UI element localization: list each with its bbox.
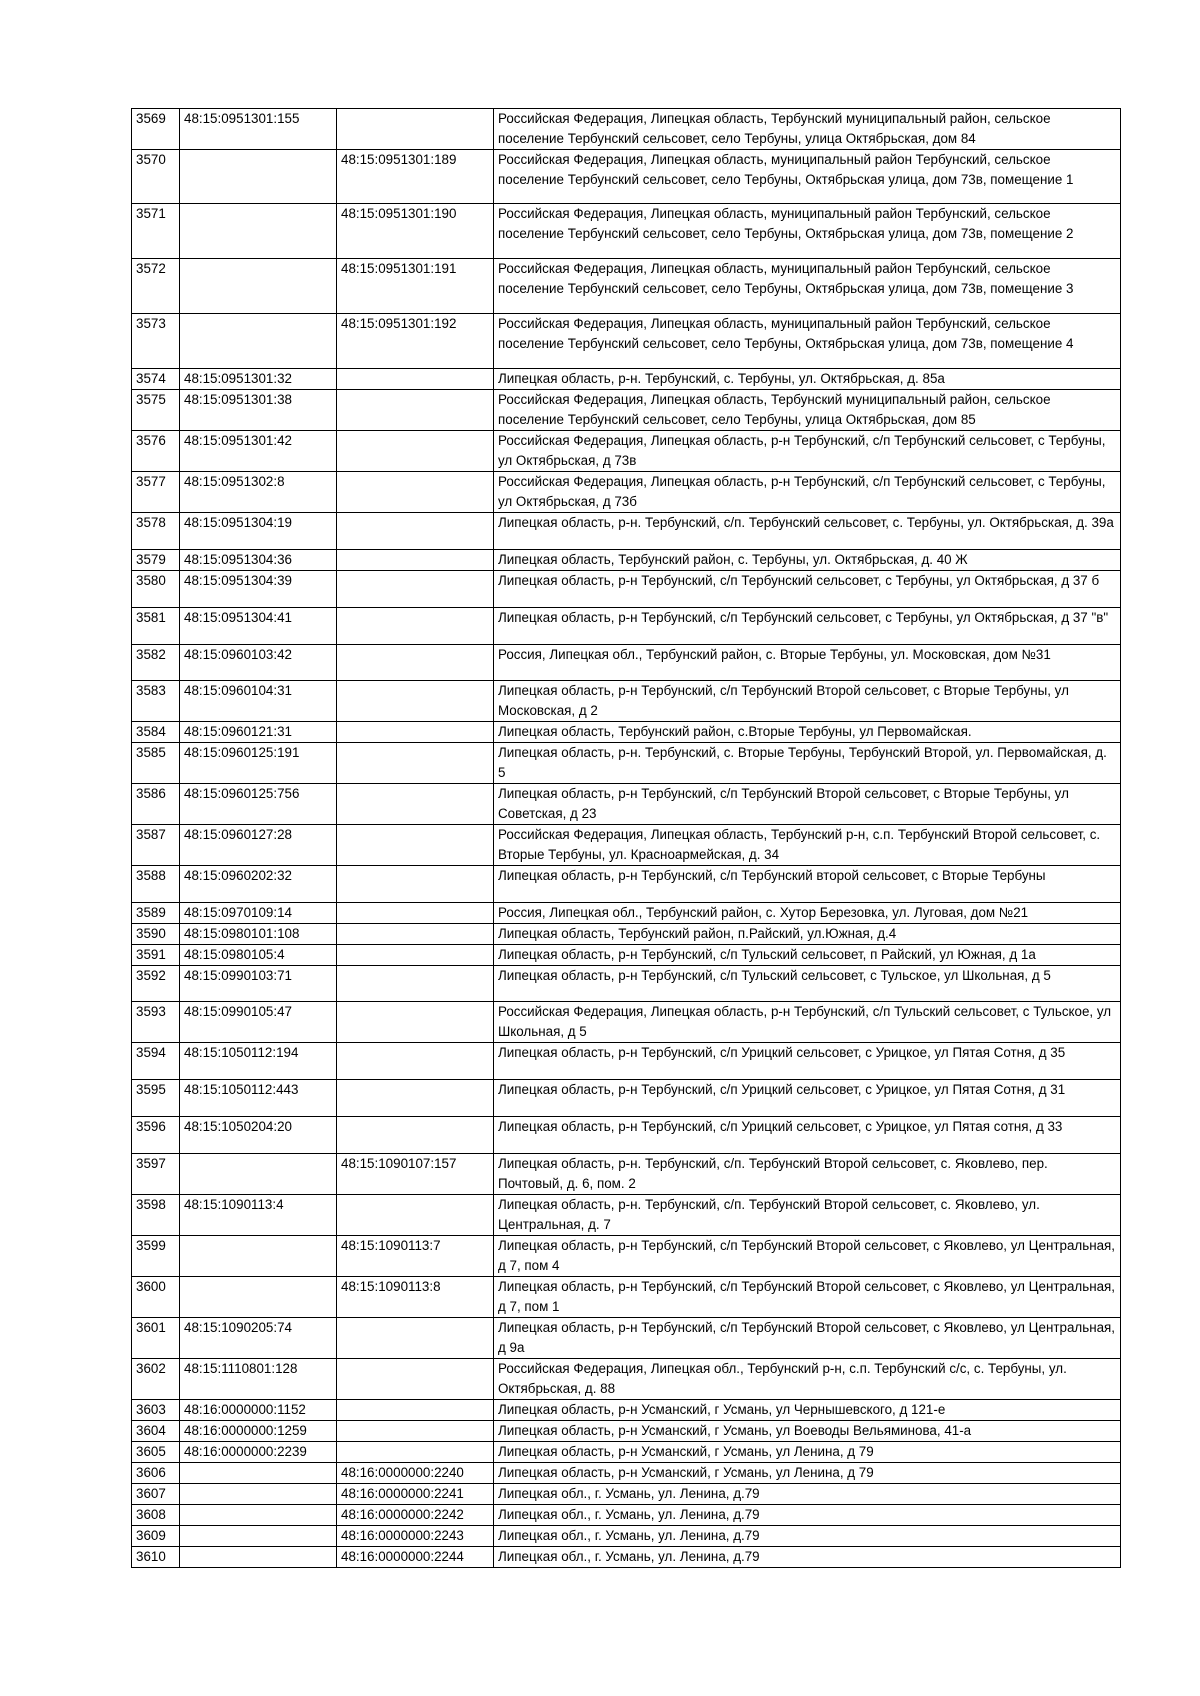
cadastral-number-cell: 48:15:0990103:71 xyxy=(180,966,337,1002)
cadastral-number-cell xyxy=(180,1526,337,1547)
address-cell: Липецкая область, Тербунский район, с.Вторые Тербуны, ул Первомайская. xyxy=(494,722,1121,743)
premises-cadastral-number-cell: 48:15:1090107:157 xyxy=(337,1154,494,1195)
row-number-cell: 3577 xyxy=(132,472,180,513)
cadastral-number-cell: 48:16:0000000:1152 xyxy=(180,1400,337,1421)
address-cell: Россия, Липецкая обл., Тербунский район, с. Вторые Тербуны, ул. Московская, дом №31 xyxy=(494,645,1121,681)
table-row xyxy=(132,1154,1121,1195)
row-number-cell: 3597 xyxy=(132,1154,180,1195)
table-row xyxy=(132,1117,1121,1154)
cadastral-number-cell: 48:15:0951301:155 xyxy=(180,109,337,150)
row-number-cell: 3608 xyxy=(132,1505,180,1526)
row-number-cell: 3595 xyxy=(132,1080,180,1117)
cadastral-number-cell: 48:15:1050204:20 xyxy=(180,1117,337,1154)
table-row xyxy=(132,314,1121,369)
table-row xyxy=(132,1080,1121,1117)
row-number-cell: 3602 xyxy=(132,1359,180,1400)
table-row xyxy=(132,1236,1121,1277)
premises-cadastral-number-cell xyxy=(337,1421,494,1442)
cadastral-number-cell xyxy=(180,1277,337,1318)
row-number-cell: 3599 xyxy=(132,1236,180,1277)
cadastral-number-cell: 48:15:1050112:194 xyxy=(180,1043,337,1080)
table-row xyxy=(132,825,1121,866)
row-number-cell: 3605 xyxy=(132,1442,180,1463)
table-row xyxy=(132,1442,1121,1463)
cadastral-number-cell: 48:15:0951302:8 xyxy=(180,472,337,513)
cadastral-number-cell xyxy=(180,1505,337,1526)
table-row xyxy=(132,645,1121,681)
premises-cadastral-number-cell xyxy=(337,681,494,722)
cadastral-number-cell: 48:15:1090205:74 xyxy=(180,1318,337,1359)
table-row xyxy=(132,369,1121,390)
table-row xyxy=(132,866,1121,903)
property-registry-table xyxy=(131,108,1121,1568)
address-cell: Липецкая область, р-н Тербунский, с/п Тербунский Второй сельсовет, с Вторые Тербуны, ул Московская, д 2 xyxy=(494,681,1121,722)
premises-cadastral-number-cell xyxy=(337,1359,494,1400)
cadastral-number-cell: 48:15:0960202:32 xyxy=(180,866,337,903)
row-number-cell: 3596 xyxy=(132,1117,180,1154)
table-row xyxy=(132,1043,1121,1080)
premises-cadastral-number-cell xyxy=(337,866,494,903)
row-number-cell: 3580 xyxy=(132,571,180,608)
premises-cadastral-number-cell: 48:16:0000000:2244 xyxy=(337,1547,494,1568)
row-number-cell: 3591 xyxy=(132,945,180,966)
row-number-cell: 3573 xyxy=(132,314,180,369)
address-cell: Липецкая область, р-н Тербунский, с/п Урицкий сельсовет, с Урицкое, ул Пятая Сотня, д 35 xyxy=(494,1043,1121,1080)
table-row xyxy=(132,550,1121,571)
table-row xyxy=(132,1526,1121,1547)
table-row xyxy=(132,513,1121,550)
row-number-cell: 3601 xyxy=(132,1318,180,1359)
table-row xyxy=(132,1359,1121,1400)
premises-cadastral-number-cell xyxy=(337,645,494,681)
premises-cadastral-number-cell: 48:16:0000000:2243 xyxy=(337,1526,494,1547)
premises-cadastral-number-cell xyxy=(337,472,494,513)
address-cell: Липецкая обл., г. Усмань, ул. Ленина, д.79 xyxy=(494,1526,1121,1547)
address-cell: Липецкая область, р-н Тербунский, с/п Урицкий сельсовет, с Урицкое, ул Пятая сотня, д 33 xyxy=(494,1117,1121,1154)
table-row xyxy=(132,109,1121,150)
cadastral-number-cell: 48:15:0960125:191 xyxy=(180,743,337,784)
premises-cadastral-number-cell xyxy=(337,550,494,571)
address-cell: Липецкая область, р-н Усманский, г Усмань, ул Ленина, д 79 xyxy=(494,1463,1121,1484)
address-cell: Российская Федерация, Липецкая область, р-н Тербунский, с/п Тербунский сельсовет, с Тербуны, ул Октябрьская, д 73в xyxy=(494,431,1121,472)
row-number-cell: 3604 xyxy=(132,1421,180,1442)
premises-cadastral-number-cell: 48:15:0951301:189 xyxy=(337,150,494,204)
table-row xyxy=(132,681,1121,722)
table-row xyxy=(132,431,1121,472)
cadastral-number-cell: 48:15:1110801:128 xyxy=(180,1359,337,1400)
table-row xyxy=(132,722,1121,743)
cadastral-number-cell: 48:15:0951301:32 xyxy=(180,369,337,390)
address-cell: Липецкая область, р-н Усманский, г Усмань, ул Воеводы Вельяминова, 41-а xyxy=(494,1421,1121,1442)
premises-cadastral-number-cell xyxy=(337,924,494,945)
row-number-cell: 3579 xyxy=(132,550,180,571)
cadastral-number-cell: 48:15:1050112:443 xyxy=(180,1080,337,1117)
address-cell: Российская Федерация, Липецкая область, муниципальный район Тербунский, сельское поселение Тербунский сельсовет, село Тербуны, Октябрьская улица, дом 73в, помещение 4 xyxy=(494,314,1121,369)
cadastral-number-cell: 48:15:0960125:756 xyxy=(180,784,337,825)
address-cell: Липецкая область, р-н Тербунский, с/п Тербунский Второй сельсовет, с Яковлево, ул Центральная, д 7, пом 4 xyxy=(494,1236,1121,1277)
cadastral-number-cell: 48:15:0951301:38 xyxy=(180,390,337,431)
premises-cadastral-number-cell xyxy=(337,571,494,608)
cadastral-number-cell xyxy=(180,1484,337,1505)
row-number-cell: 3584 xyxy=(132,722,180,743)
table-row xyxy=(132,1505,1121,1526)
address-cell: Липецкая обл., г. Усмань, ул. Ленина, д.79 xyxy=(494,1505,1121,1526)
cadastral-number-cell: 48:15:0951304:41 xyxy=(180,608,337,645)
cadastral-number-cell: 48:15:0951304:36 xyxy=(180,550,337,571)
table-row xyxy=(132,390,1121,431)
table-row xyxy=(132,204,1121,259)
premises-cadastral-number-cell: 48:16:0000000:2240 xyxy=(337,1463,494,1484)
table-row xyxy=(132,784,1121,825)
address-cell: Российская Федерация, Липецкая область, Тербунский муниципальный район, сельское поселение Тербунский сельсовет, село Тербуны, улица Октябрьская, дом 84 xyxy=(494,109,1121,150)
address-cell: Липецкая область, р-н. Тербунский, с/п. Тербунский Второй сельсовет, с. Яковлево, пер. Почтовый, д. 6, пом. 2 xyxy=(494,1154,1121,1195)
row-number-cell: 3576 xyxy=(132,431,180,472)
premises-cadastral-number-cell xyxy=(337,608,494,645)
premises-cadastral-number-cell xyxy=(337,966,494,1002)
cadastral-number-cell: 48:15:0960121:31 xyxy=(180,722,337,743)
address-cell: Липецкая область, р-н. Тербунский, с. Вторые Тербуны, Тербунский Второй, ул. Первомайская, д. 5 xyxy=(494,743,1121,784)
table-row xyxy=(132,608,1121,645)
address-cell: Липецкая область, р-н Усманский, г Усмань, ул Ленина, д 79 xyxy=(494,1442,1121,1463)
table-row xyxy=(132,1421,1121,1442)
address-cell: Липецкая область, р-н Тербунский, с/п Тербунский Второй сельсовет, с Вторые Тербуны, ул Советская, д 23 xyxy=(494,784,1121,825)
cadastral-number-cell xyxy=(180,259,337,314)
address-cell: Липецкая область, р-н Тербунский, с/п Тербунский сельсовет, с Тербуны, ул Октябрьская, д 37 "в" xyxy=(494,608,1121,645)
cadastral-number-cell: 48:16:0000000:2239 xyxy=(180,1442,337,1463)
row-number-cell: 3603 xyxy=(132,1400,180,1421)
cadastral-number-cell: 48:15:0970109:14 xyxy=(180,903,337,924)
premises-cadastral-number-cell: 48:15:0951301:192 xyxy=(337,314,494,369)
row-number-cell: 3590 xyxy=(132,924,180,945)
row-number-cell: 3587 xyxy=(132,825,180,866)
table-row xyxy=(132,924,1121,945)
row-number-cell: 3583 xyxy=(132,681,180,722)
table-row xyxy=(132,945,1121,966)
row-number-cell: 3594 xyxy=(132,1043,180,1080)
cadastral-number-cell xyxy=(180,150,337,204)
premises-cadastral-number-cell xyxy=(337,1043,494,1080)
row-number-cell: 3606 xyxy=(132,1463,180,1484)
address-cell: Российская Федерация, Липецкая область, муниципальный район Тербунский, сельское поселение Тербунский сельсовет, село Тербуны, Октябрьская улица, дом 73в, помещение 3 xyxy=(494,259,1121,314)
address-cell: Липецкая обл., г. Усмань, ул. Ленина, д.79 xyxy=(494,1484,1121,1505)
cadastral-number-cell: 48:15:0980105:4 xyxy=(180,945,337,966)
row-number-cell: 3592 xyxy=(132,966,180,1002)
address-cell: Липецкая область, р-н. Тербунский, с/п. Тербунский Второй сельсовет, с. Яковлево, ул. Центральная, д. 7 xyxy=(494,1195,1121,1236)
table-body xyxy=(132,109,1121,1568)
address-cell: Россия, Липецкая обл., Тербунский район, с. Хутор Березовка, ул. Луговая, дом №21 xyxy=(494,903,1121,924)
premises-cadastral-number-cell: 48:16:0000000:2241 xyxy=(337,1484,494,1505)
row-number-cell: 3593 xyxy=(132,1002,180,1043)
cadastral-number-cell: 48:15:0960103:42 xyxy=(180,645,337,681)
premises-cadastral-number-cell xyxy=(337,903,494,924)
premises-cadastral-number-cell xyxy=(337,369,494,390)
address-cell: Российская Федерация, Липецкая область, муниципальный район Тербунский, сельское поселение Тербунский сельсовет, село Тербуны, Октябрьская улица, дом 73в, помещение 2 xyxy=(494,204,1121,259)
premises-cadastral-number-cell xyxy=(337,722,494,743)
premises-cadastral-number-cell xyxy=(337,1400,494,1421)
table-row xyxy=(132,1547,1121,1568)
table-row xyxy=(132,743,1121,784)
table-row xyxy=(132,1195,1121,1236)
address-cell: Липецкая обл., г. Усмань, ул. Ленина, д.79 xyxy=(494,1547,1121,1568)
premises-cadastral-number-cell: 48:15:0951301:190 xyxy=(337,204,494,259)
table-row xyxy=(132,259,1121,314)
address-cell: Липецкая область, Тербунский район, с. Тербуны, ул. Октябрьская, д. 40 Ж xyxy=(494,550,1121,571)
table-row xyxy=(132,1484,1121,1505)
premises-cadastral-number-cell: 48:15:0951301:191 xyxy=(337,259,494,314)
cadastral-number-cell xyxy=(180,1236,337,1277)
premises-cadastral-number-cell xyxy=(337,743,494,784)
address-cell: Российская Федерация, Липецкая область, Тербунский муниципальный район, сельское поселение Тербунский сельсовет, село Тербуны, улица Октябрьская, дом 85 xyxy=(494,390,1121,431)
address-cell: Российская Федерация, Липецкая область, р-н Тербунский, с/п Тульский сельсовет, с Тульское, ул Школьная, д 5 xyxy=(494,1002,1121,1043)
premises-cadastral-number-cell xyxy=(337,1080,494,1117)
cadastral-number-cell: 48:15:0951304:39 xyxy=(180,571,337,608)
table-row xyxy=(132,1002,1121,1043)
row-number-cell: 3575 xyxy=(132,390,180,431)
address-cell: Липецкая область, р-н. Тербунский, с. Тербуны, ул. Октябрьская, д. 85а xyxy=(494,369,1121,390)
cadastral-number-cell xyxy=(180,1154,337,1195)
row-number-cell: 3570 xyxy=(132,150,180,204)
address-cell: Российская Федерация, Липецкая обл., Тербунский р-н, с.п. Тербунский с/с, с. Тербуны, ул. Октябрьская, д. 88 xyxy=(494,1359,1121,1400)
premises-cadastral-number-cell xyxy=(337,109,494,150)
row-number-cell: 3574 xyxy=(132,369,180,390)
premises-cadastral-number-cell xyxy=(337,390,494,431)
row-number-cell: 3600 xyxy=(132,1277,180,1318)
table-row xyxy=(132,1400,1121,1421)
premises-cadastral-number-cell xyxy=(337,1442,494,1463)
premises-cadastral-number-cell xyxy=(337,784,494,825)
address-cell: Российская Федерация, Липецкая область, муниципальный район Тербунский, сельское поселение Тербунский сельсовет, село Тербуны, Октябрьская улица, дом 73в, помещение 1 xyxy=(494,150,1121,204)
address-cell: Российская Федерация, Липецкая область, Тербунский р-н, с.п. Тербунский Второй сельсовет, с. Вторые Тербуны, ул. Красноармейская, д. 34 xyxy=(494,825,1121,866)
address-cell: Липецкая область, р-н Тербунский, с/п Тербунский сельсовет, с Тербуны, ул Октябрьская, д 37 б xyxy=(494,571,1121,608)
address-cell: Российская Федерация, Липецкая область, р-н Тербунский, с/п Тербунский сельсовет, с Тербуны, ул Октябрьская, д 73б xyxy=(494,472,1121,513)
row-number-cell: 3582 xyxy=(132,645,180,681)
row-number-cell: 3588 xyxy=(132,866,180,903)
address-cell: Липецкая область, р-н Тербунский, с/п Тербунский Второй сельсовет, с Яковлево, ул Центральная, д 9а xyxy=(494,1318,1121,1359)
row-number-cell: 3609 xyxy=(132,1526,180,1547)
address-cell: Липецкая область, р-н Тербунский, с/п Тербунский Второй сельсовет, с Яковлево, ул Центральная, д 7, пом 1 xyxy=(494,1277,1121,1318)
cadastral-number-cell xyxy=(180,204,337,259)
premises-cadastral-number-cell: 48:16:0000000:2242 xyxy=(337,1505,494,1526)
table-row xyxy=(132,903,1121,924)
table-row xyxy=(132,1463,1121,1484)
cadastral-number-cell: 48:15:0990105:47 xyxy=(180,1002,337,1043)
row-number-cell: 3578 xyxy=(132,513,180,550)
row-number-cell: 3569 xyxy=(132,109,180,150)
cadastral-number-cell xyxy=(180,314,337,369)
address-cell: Липецкая область, р-н Усманский, г Усмань, ул Чернышевского, д 121-е xyxy=(494,1400,1121,1421)
premises-cadastral-number-cell xyxy=(337,431,494,472)
row-number-cell: 3581 xyxy=(132,608,180,645)
row-number-cell: 3610 xyxy=(132,1547,180,1568)
row-number-cell: 3607 xyxy=(132,1484,180,1505)
cadastral-number-cell: 48:15:0960127:28 xyxy=(180,825,337,866)
cadastral-number-cell: 48:15:0951304:19 xyxy=(180,513,337,550)
table-row xyxy=(132,150,1121,204)
address-cell: Липецкая область, р-н Тербунский, с/п Тульский сельсовет, с Тульское, ул Школьная, д 5 xyxy=(494,966,1121,1002)
premises-cadastral-number-cell xyxy=(337,825,494,866)
row-number-cell: 3572 xyxy=(132,259,180,314)
premises-cadastral-number-cell xyxy=(337,945,494,966)
table-row xyxy=(132,571,1121,608)
address-cell: Липецкая область, Тербунский район, п.Райский, ул.Южная, д.4 xyxy=(494,924,1121,945)
table-row xyxy=(132,966,1121,1002)
row-number-cell: 3598 xyxy=(132,1195,180,1236)
cadastral-number-cell: 48:15:0951301:42 xyxy=(180,431,337,472)
address-cell: Липецкая область, р-н Тербунский, с/п Тульский сельсовет, п Райский, ул Южная, д 1а xyxy=(494,945,1121,966)
row-number-cell: 3571 xyxy=(132,204,180,259)
premises-cadastral-number-cell xyxy=(337,1195,494,1236)
premises-cadastral-number-cell xyxy=(337,1117,494,1154)
premises-cadastral-number-cell xyxy=(337,513,494,550)
cadastral-number-cell: 48:15:0960104:31 xyxy=(180,681,337,722)
cadastral-number-cell: 48:15:1090113:4 xyxy=(180,1195,337,1236)
address-cell: Липецкая область, р-н. Тербунский, с/п. Тербунский сельсовет, с. Тербуны, ул. Октябрьская, д. 39а xyxy=(494,513,1121,550)
row-number-cell: 3589 xyxy=(132,903,180,924)
premises-cadastral-number-cell: 48:15:1090113:7 xyxy=(337,1236,494,1277)
premises-cadastral-number-cell xyxy=(337,1002,494,1043)
table-row xyxy=(132,472,1121,513)
table-row xyxy=(132,1318,1121,1359)
address-cell: Липецкая область, р-н Тербунский, с/п Урицкий сельсовет, с Урицкое, ул Пятая Сотня, д 31 xyxy=(494,1080,1121,1117)
address-cell: Липецкая область, р-н Тербунский, с/п Тербунский второй сельсовет, с Вторые Тербуны xyxy=(494,866,1121,903)
cadastral-number-cell: 48:16:0000000:1259 xyxy=(180,1421,337,1442)
premises-cadastral-number-cell xyxy=(337,1318,494,1359)
cadastral-number-cell xyxy=(180,1547,337,1568)
table-row xyxy=(132,1277,1121,1318)
row-number-cell: 3585 xyxy=(132,743,180,784)
cadastral-number-cell: 48:15:0980101:108 xyxy=(180,924,337,945)
premises-cadastral-number-cell: 48:15:1090113:8 xyxy=(337,1277,494,1318)
cadastral-number-cell xyxy=(180,1463,337,1484)
row-number-cell: 3586 xyxy=(132,784,180,825)
